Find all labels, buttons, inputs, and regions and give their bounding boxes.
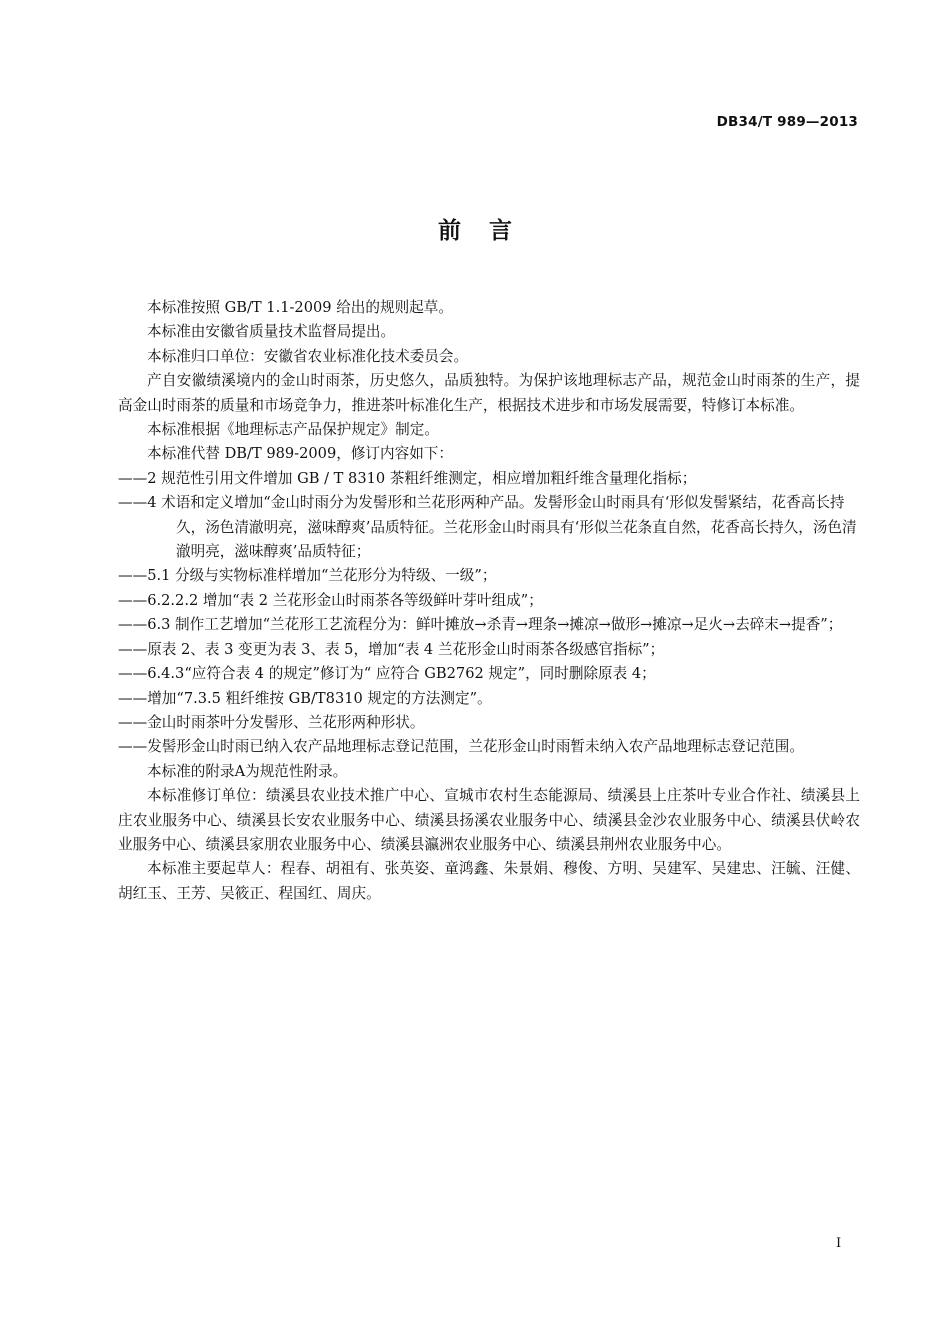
- revision-item: ——6.4.3“应符合表 4 的规定”修订为“ 应符合 GB2762 规定”，同时删除原表 4；: [118, 665, 656, 683]
- foreword-body: [118, 296, 860, 906]
- revision-item: ——4 术语和定义增加“金山时雨分为发髻形和兰花形两种产品。发髻形金山时雨具有‘形似发髻紧结，花香高长持久，汤色清澈明亮，滋味醇爽’品质特征。兰花形金山时雨具有‘形似兰花条直自然，花香高长持久，汤色清澈明亮，滋味醇爽’品质特征；: [118, 494, 857, 561]
- paragraph-drafters: 本标准主要起草人：程春、胡祖有、张英姿、童鸿鑫、朱景娟、穆俊、方明、吴建军、吴建忠、汪毓、汪健、胡红玉、王芳、吴筱正、程国红、周庆。: [118, 860, 860, 902]
- paragraph-proposer: 本标准由安徽省质量技术监督局提出。: [147, 323, 396, 341]
- revision-item: ——增加“7.3.5 粗纤维按 GB/T8310 规定的方法测定”。: [118, 689, 492, 707]
- revision-item: ——金山时雨茶叶分发髻形、兰花形两种形状。: [118, 713, 425, 731]
- page-title: 前言: [438, 218, 540, 244]
- paragraph-drafting-rules: 本标准按照 GB/T 1.1-2009 给出的规则起草。: [147, 299, 453, 316]
- paragraph-basis: 本标准根据《地理标志产品保护规定》制定。: [147, 421, 439, 439]
- paragraph-replaces: 本标准代替 DB/T 989-2009，修订内容如下：: [147, 445, 453, 463]
- revision-item: ——6.3 制作工艺增加“兰花形工艺流程分为：鲜叶摊放→杀青→理条→摊凉→做形→摊凉→足火→去碎末→提香”；: [118, 616, 843, 634]
- paragraph-background: 产自安徽绩溪境内的金山时雨茶，历史悠久，品质独特。为保护该地理标志产品，规范金山时雨茶的生产，提高金山时雨茶的质量和市场竞争力，推进茶叶标准化生产，根据技术进步和市场发展需要，特修订本标准。: [118, 372, 860, 414]
- paragraph-revising-units: 本标准修订单位：绩溪县农业技术推广中心、宣城市农村生态能源局、绩溪县上庄茶叶专业合作社、绩溪县上庄农业服务中心、绩溪县长安农业服务中心、绩溪县扬溪农业服务中心、绩溪县金沙农业服务中心、绩溪县伏岭农业服务中心、绩溪县家朋农业服务中心、绩溪县瀛洲农业服务中心、绩溪县荆州农业服务中心。: [118, 787, 860, 853]
- page-number: I: [836, 1236, 842, 1251]
- revision-item: ——原表 2、表 3 变更为表 3、表 5，增加“表 4 兰花形金山时雨茶各级感官指标”；: [118, 640, 665, 658]
- paragraph-appendix: 本标准的附录A为规范性附录。: [147, 762, 348, 780]
- revision-item: ——发髻形金山时雨已纳入农产品地理标志登记范围，兰花形金山时雨暂未纳入农产品地理标志登记范围。: [118, 738, 804, 756]
- revision-item: ——5.1 分级与实物标准样增加“兰花形分为特级、一级”；: [118, 567, 497, 585]
- revision-item: ——6.2.2.2 增加“表 2 兰花形金山时雨茶各等级鲜叶芽叶组成”；: [118, 591, 543, 609]
- paragraph-responsible-unit: 本标准归口单位：安徽省农业标准化技术委员会。: [147, 347, 469, 365]
- revision-item: ——2 规范性引用文件增加 GB / T 8310 茶粗纤维测定，相应增加粗纤维含量理化指标；: [118, 469, 697, 487]
- standard-code: DB34/T 989—2013: [716, 114, 858, 130]
